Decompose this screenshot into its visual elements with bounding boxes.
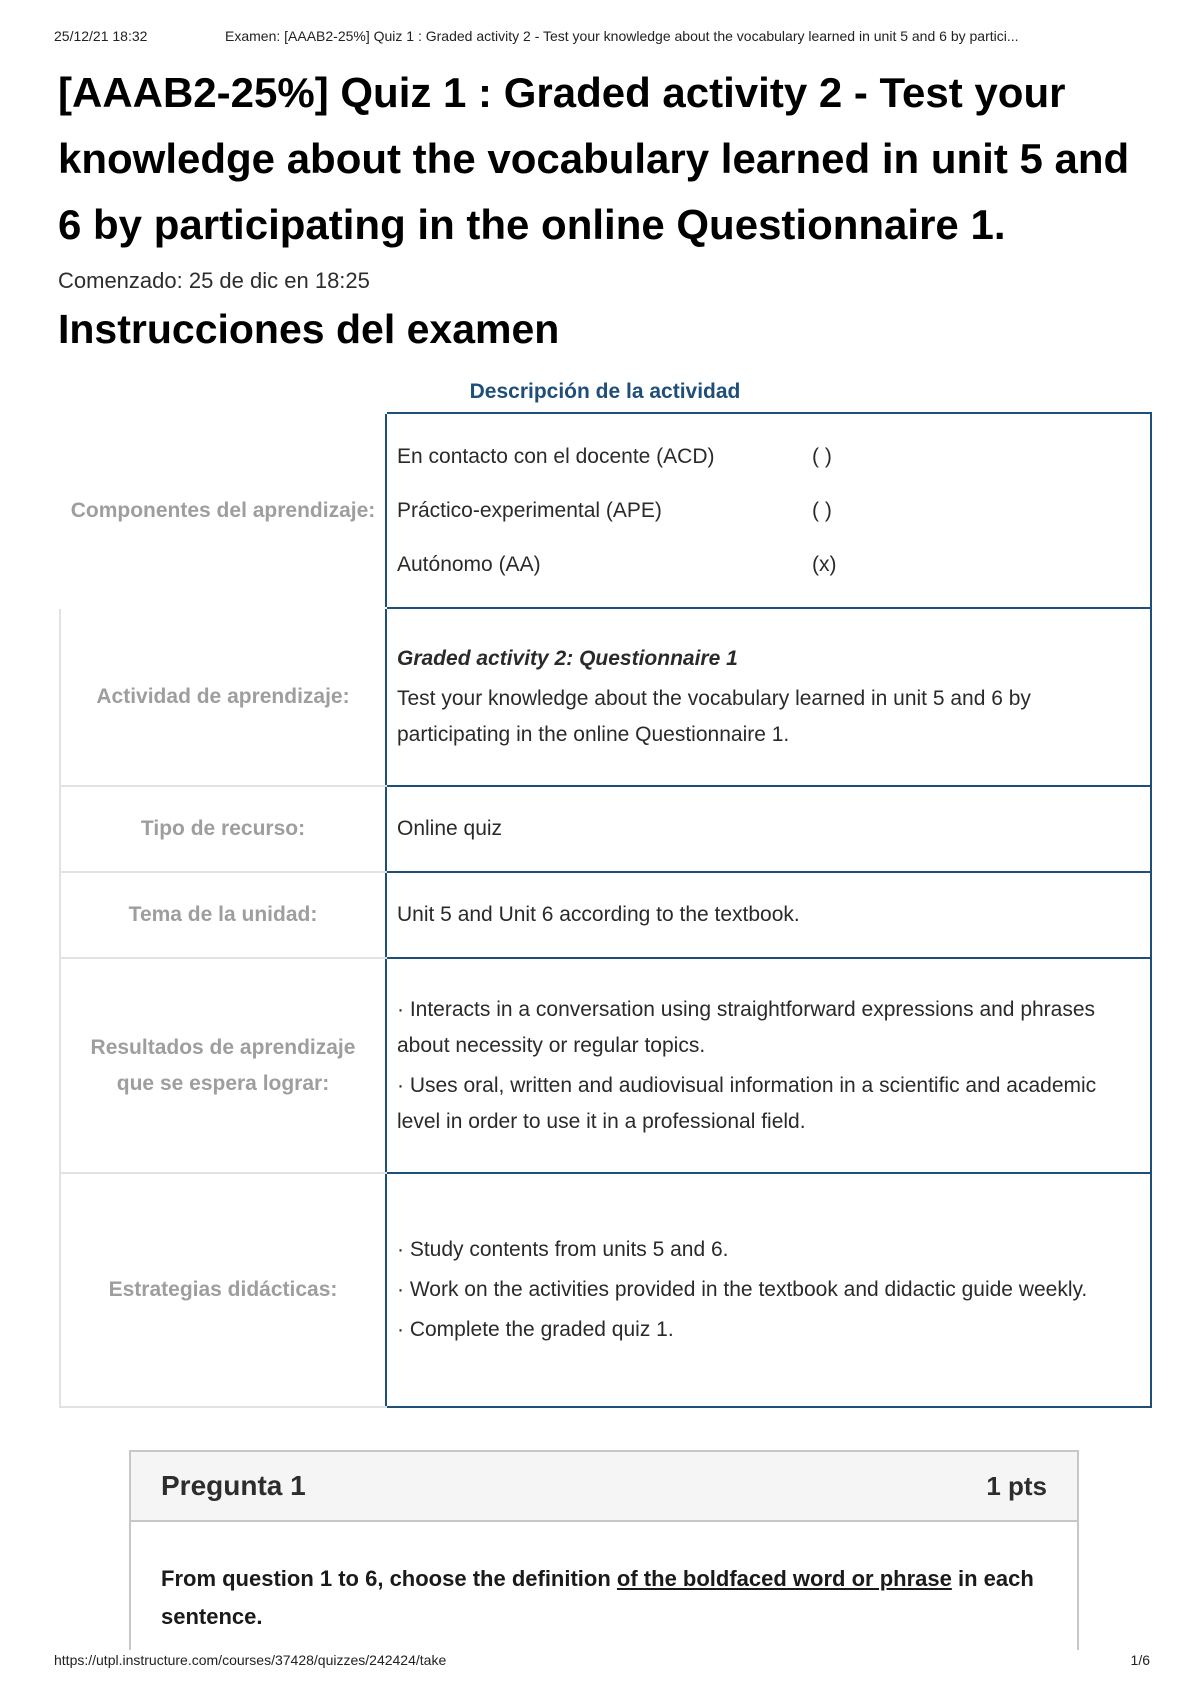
component-item [397,430,1140,484]
question-header [131,1452,1077,1522]
component-name: Práctico-experimental (APE) [397,498,662,522]
component-name: Autónomo (AA) [397,552,541,576]
table-row-strategies [60,1173,1151,1407]
strategy-item: · Work on the activities provided in the textbook and didactic guide weekly. [397,1278,1088,1301]
question-text-underlined: of the boldfaced word or phrase [616,1566,952,1591]
component-mark: ( ) [812,498,832,522]
print-document-title: Examen: [AAAB2-25%] Quiz 1 : Graded activity 2 - Test your knowledge about the vocabulary learned in unit 5 and 6 by partici... [225,28,1019,44]
component-item [397,538,1140,592]
quiz-start-time: Comenzado: 25 de dic en 18:25 [58,268,370,293]
table-row-resource [60,786,1151,872]
table-row-outcomes [60,958,1151,1173]
unit-topic-value: Unit 5 and Unit 6 according to the textbook. [386,872,1151,958]
outcomes-label: Resultados de aprendizaje que se espera lograr: [60,958,386,1173]
outcomes-value [386,958,1151,1173]
activity-label: Actividad de aprendizaje: [60,608,386,786]
table-row-components [60,413,1151,608]
question-text-end: in each sentence. [161,1566,1034,1629]
table-row-unit-topic [60,872,1151,958]
component-mark: ( ) [812,444,832,468]
component-mark: (x) [812,552,837,576]
instructions-heading: Instrucciones del examen [58,306,560,352]
outcome-item: · Uses oral, written and audiovisual information in a scientific and academic level in order to use it in a professional field. [397,1073,1097,1133]
print-date: 25/12/21 18:32 [54,28,148,44]
strategies-value [386,1173,1151,1407]
resource-value: Online quiz [386,786,1151,872]
activity-description-table [59,412,1152,1408]
resource-label: Tipo de recurso: [60,786,386,872]
component-name: En contacto con el docente (ACD) [397,444,715,468]
unit-topic-label: Tema de la unidad: [60,872,386,958]
component-item [397,484,1140,538]
activity-value [386,608,1151,786]
page-number: 1/6 [1130,1652,1150,1668]
strategies-label: Estrategias didácticas: [60,1173,386,1407]
activity-table-caption: Descripción de la actividad [469,380,741,403]
activity-heading: Graded activity 2: Questionnaire 1 [397,647,738,670]
question-text-start: From question 1 to 6, choose the definition [161,1566,617,1591]
quiz-title: [AAAB2-25%] Quiz 1 : Graded activity 2 - Test your knowledge about the vocabulary learned in unit 5 and 6 by participating in the online Questionnaire 1. [58,69,1130,248]
question-points: 1 pts [986,1470,1047,1501]
print-header [54,28,1146,48]
components-label: Componentes del aprendizaje: [70,498,376,522]
strategy-item: · Complete the graded quiz 1. [397,1318,674,1341]
table-row-activity [60,608,1151,786]
print-footer [0,1650,1200,1698]
strategy-item: · Study contents from units 5 and 6. [397,1238,729,1261]
outcome-item: · Interacts in a conversation using straightforward expressions and phrases about necessity or regular topics. [397,997,1096,1057]
print-url: https://utpl.instructure.com/courses/37428/quizzes/242424/take [54,1652,447,1668]
activity-text: Test your knowledge about the vocabulary learned in unit 5 and 6 by participating in the online Questionnaire 1. [397,687,1031,746]
question-title: Pregunta 1 [161,1470,306,1501]
components-value [386,413,1151,608]
